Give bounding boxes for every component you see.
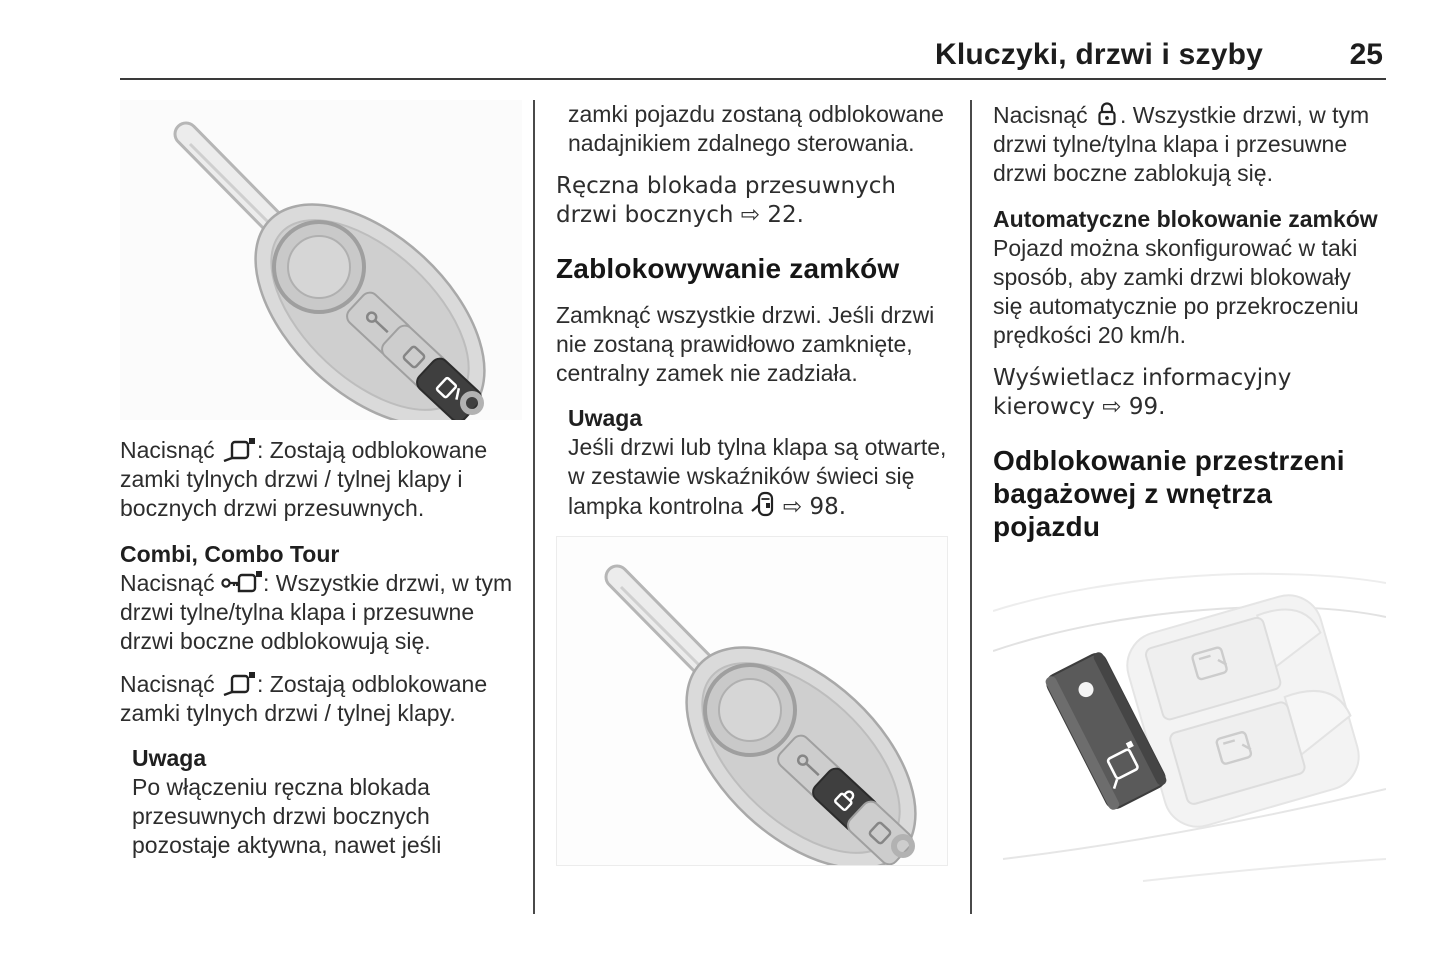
- text-run: Nacisnąć: [993, 102, 1094, 128]
- key-fob-illustration: [557, 537, 947, 865]
- text-run: Jeśli drzwi lub tylna klapa są otwarte, w zestawie wskaźników świeci się lampka kontrolna: [568, 434, 947, 519]
- figure-key-fob-lock: [556, 536, 948, 866]
- note-block: [132, 744, 522, 860]
- paragraph: [993, 100, 1386, 188]
- column-separator: [533, 100, 535, 914]
- unlock-rear-doors-icon: [221, 436, 257, 462]
- subheading-autolock: Automatyczne blokowanie zamków: [993, 206, 1378, 232]
- text-run: ⇨ 98.: [775, 494, 847, 520]
- paragraph: [120, 436, 522, 523]
- subheading-combi: Combi, Combo Tour: [120, 541, 340, 567]
- unlock-rear-doors-icon: [221, 670, 257, 696]
- figure-key-fob-unlock: [120, 100, 522, 420]
- figure-trunk-release: [993, 559, 1386, 884]
- column-right: [993, 100, 1386, 884]
- section-heading-luggage: Odblokowanie przestrzeni bagażowej z wnętrza pojazdu: [993, 445, 1345, 542]
- column-separator: [970, 100, 972, 914]
- key-fob-illustration: [120, 100, 522, 420]
- paragraph: Pojazd można skonfigurować w taki sposób, aby zamki drzwi blokowały się automatycznie po przekroczeniu prędkości 20 km/h.: [993, 235, 1359, 348]
- note-continuation: [568, 100, 948, 158]
- text-run: : Wszystkie drzwi, w tym drzwi tylne/tylna klapa i przesuwne drzwi boczne odblokowują się.: [120, 570, 513, 654]
- paragraph: [120, 670, 522, 728]
- paragraph: [120, 569, 522, 656]
- text-run: Nacisnąć: [120, 437, 221, 463]
- paragraph: Zamknąć wszystkie drzwi. Jeśli drzwi nie zostaną prawidłowo zamknięte, centralny zamek nie zadziała.: [556, 302, 935, 386]
- column-left: [120, 100, 522, 874]
- unlock-all-doors-key-icon: [221, 569, 263, 595]
- lock-icon: [1094, 100, 1120, 127]
- note-body: [568, 433, 948, 522]
- paragraph-reference: Ręczna blokada przesuwnych drzwi bocznych ⇨ 22.: [556, 173, 896, 228]
- text-run: : Zostają odblokowane zamki tylnych drzwi / tylnej klapy.: [120, 671, 488, 726]
- note-title: Uwaga: [568, 405, 643, 431]
- text-run: : Zostają odblokowane zamki tylnych drzwi / tylnej klapy i bocznych drzwi przesuwnych.: [120, 437, 488, 521]
- paragraph-reference: Wyświetlacz informacyjny kierowcy ⇨ 99.: [993, 365, 1292, 420]
- note-title: Uwaga: [132, 745, 207, 771]
- text-run: Nacisnąć: [120, 570, 221, 596]
- page-number: 25: [1349, 38, 1383, 71]
- note-block: [568, 404, 948, 522]
- note-body: Po włączeniu ręczna blokada przesuwnych drzwi bocznych pozostaje aktywna, nawet jeśli: [132, 774, 442, 858]
- text-run: Nacisnąć: [120, 671, 221, 697]
- door-open-indicator-icon: [750, 491, 776, 518]
- interior-illustration: [993, 559, 1386, 884]
- note-body: zamki pojazdu zostaną odblokowane nadajnikiem zdalnego sterowania.: [568, 101, 944, 156]
- header-rule: [120, 78, 1386, 80]
- text-run: . Wszystkie drzwi, w tym drzwi tylne/tylna klapa i przesuwne drzwi boczne zablokują się.: [993, 102, 1370, 186]
- section-heading-locking: Zablokowywanie zamków: [556, 253, 900, 284]
- column-middle: [556, 100, 948, 866]
- page-title: Kluczyki, drzwi i szyby: [934, 38, 1263, 71]
